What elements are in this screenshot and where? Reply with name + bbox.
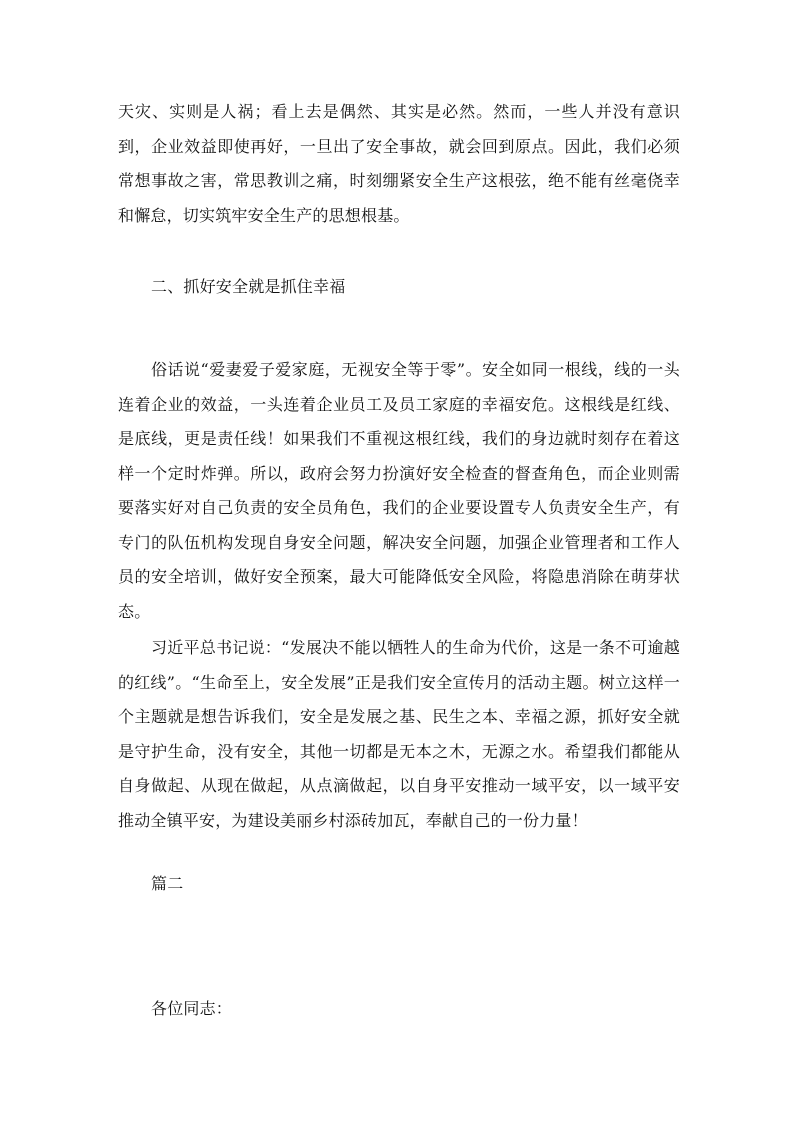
section-heading-2: 二、抓好安全就是抓住幸福 bbox=[151, 277, 346, 296]
section-label-part-two: 篇二 bbox=[151, 874, 184, 893]
body-paragraph-1: 天灾、实则是人祸；看上去是偶然、其实是必然。然而，一些人并没有意识到，企业效益即使再好，一旦出了安全事故，就会回到原点。因此，我们必须常想事故之害，常思教训之痛，时刻绷紧安全生产这根弦，绝不能有丝毫侥幸和懈怠，切实筑牢安全生产的思想根基。 bbox=[118, 102, 680, 225]
salutation: 各位同志： bbox=[151, 999, 233, 1018]
body-paragraph-2: 俗话说“爱妻爱子爱家庭，无视安全等于零”。安全如同一根线，线的一头连着企业的效益，一头连着企业员工及员工家庭的幸福安危。这根线是红线、是底线，更是责任线！如果我们不重视这根红线，我们的身边就时刻存在着这样一个定时炸弹。所以，政府会努力扮演好安全检查的督查角色，而企业则需要落实好对自己负责的安全员角色，我们的企业要设置专人负责安全生产，有专门的队伍机构发现自身安全问题，解决安全问题，加强企业管理者和工作人员的安全培训，做好安全预案，最大可能降低安全风险，将隐患消除在萌芽状态。 bbox=[118, 360, 680, 621]
body-paragraph-3: 习近平总书记说：“发展决不能以牺牲人的生命为代价，这是一条不可逾越的红线”。“生命至上，安全发展”正是我们安全宣传月的活动主题。树立这样一个主题就是想告诉我们，安全是发展之基、民生之本、幸福之源，抓好安全就是守护生命，没有安全，其他一切都是无本之木，无源之水。希望我们都能从自身做起、从现在做起，从点滴做起，以自身平安推动一域平安，以一域平安推动全镇平安，为建设美丽乡村添砖加瓦，奉献自己的一份力量！ bbox=[118, 638, 680, 830]
